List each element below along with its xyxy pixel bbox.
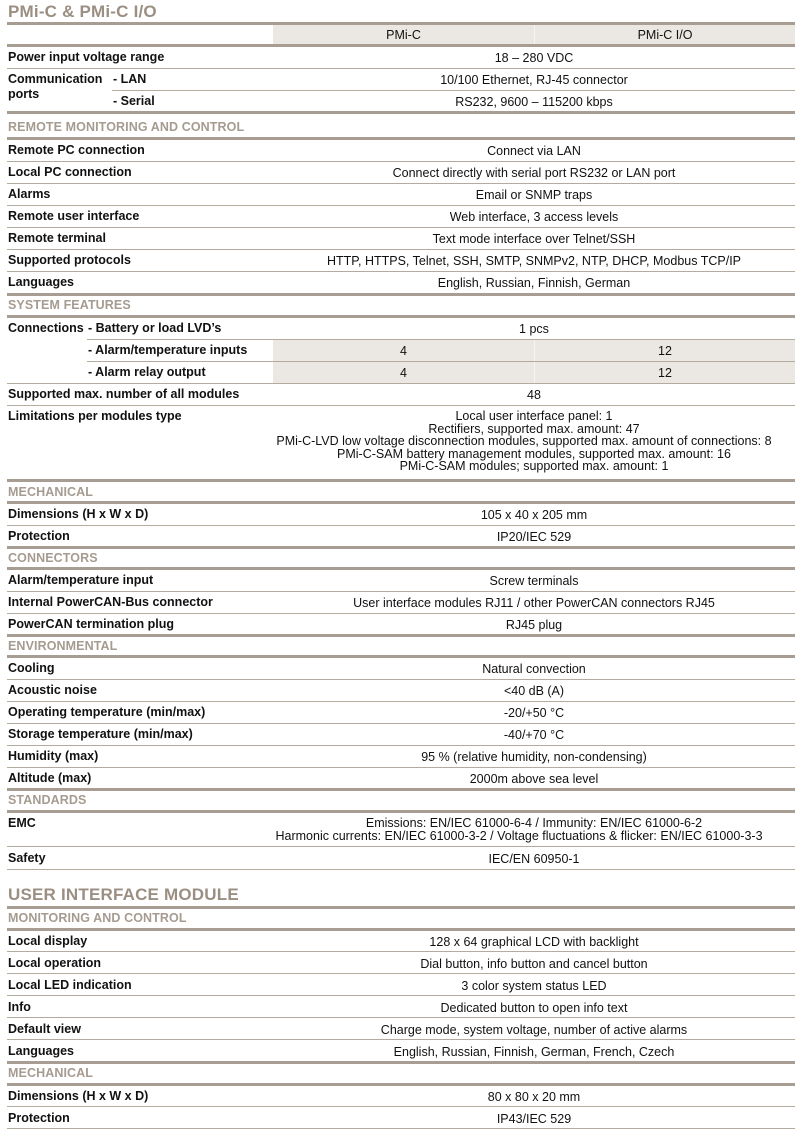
comm-serial-value: RS232, 9600 – 115200 kbps (455, 95, 613, 109)
row-label: Info (8, 1000, 31, 1014)
row-value: Charge mode, system voltage, number of active alarms (380, 1023, 688, 1037)
row-value: RJ45 plug (505, 618, 563, 632)
protection-value: IP20/IEC 529 (496, 530, 572, 544)
divider (7, 44, 795, 47)
row-line (7, 68, 795, 69)
limitation-line: PMi-C-LVD low voltage disconnection modules, supported max. amount of connections: 8 (276, 434, 772, 448)
row-line (7, 973, 795, 974)
row-label: Supported protocols (8, 253, 131, 267)
row-line (7, 869, 795, 870)
row-value: Natural convection (482, 662, 586, 676)
divider (7, 655, 795, 658)
connections-label: Connections (8, 321, 84, 335)
limitations-label: Limitations per modules type (8, 409, 182, 423)
row-line (112, 90, 795, 91)
row-label: Local PC connection (8, 165, 132, 179)
row-label: Cooling (8, 661, 55, 675)
limitation-line: Local user interface panel: 1 (455, 409, 613, 423)
row-value: 2000m above sea level (469, 772, 599, 786)
emc-line: Emissions: EN/IEC 61000-6-4 / Immunity: EN/IEC 61000-6-2 (365, 816, 703, 830)
emc-label: EMC (8, 816, 36, 830)
safety-label: Safety (8, 851, 46, 865)
section-environmental: ENVIRONMENTAL (8, 639, 118, 653)
row-line (7, 1106, 795, 1107)
divider (7, 906, 795, 909)
row-line (7, 1128, 795, 1129)
row-line (7, 1039, 795, 1040)
row-line (7, 183, 795, 184)
section-standards: STANDARDS (8, 793, 87, 807)
row-line (7, 1017, 795, 1018)
row-label: Languages (8, 275, 74, 289)
section-monitoring-control: MONITORING AND CONTROL (8, 911, 187, 925)
row-value: Screw terminals (489, 574, 579, 588)
section-mechanical: MECHANICAL (8, 485, 94, 499)
divider (7, 501, 795, 504)
row-label: Storage temperature (min/max) (8, 727, 193, 741)
row-line (7, 723, 795, 724)
divider (7, 546, 795, 549)
row-value: English, Russian, Finnish, German, French, Czech (393, 1045, 675, 1059)
row-line (7, 846, 795, 847)
alarm-relay-pmic: 4 (400, 366, 407, 380)
comm-lan-value: 10/100 Ethernet, RJ-45 connector (440, 73, 628, 87)
column-header-pmic-io: PMi-C I/O (637, 28, 693, 42)
row-line (7, 405, 795, 406)
divider (7, 293, 795, 296)
row-value: 95 % (relative humidity, non-condensing) (421, 750, 647, 764)
divider (7, 315, 795, 318)
alarm-inputs-pmic-io: 12 (658, 344, 672, 358)
row-line (7, 271, 795, 272)
row-label: Internal PowerCAN-Bus connector (8, 595, 213, 609)
max-modules-value: 48 (527, 388, 541, 402)
battery-lvd-label: - Battery or load LVD’s (88, 321, 222, 335)
divider (7, 111, 795, 114)
row-label: Dimensions (H x W x D) (8, 1089, 149, 1103)
row-label: Remote PC connection (8, 143, 145, 157)
row-value: Dedicated button to open info text (440, 1001, 628, 1015)
max-modules-label: Supported max. number of all modules (8, 387, 240, 401)
comm-ports-label: Communication ports (8, 72, 103, 101)
section-uim-mechanical: MECHANICAL (8, 1066, 94, 1080)
row-value: -20/+50 °C (503, 706, 565, 720)
row-line (7, 249, 795, 250)
row-label: Alarm/temperature input (8, 573, 154, 587)
row-line (7, 591, 795, 592)
limitation-line: PMi-C-SAM battery management modules, supported max. amount: 16 (337, 446, 731, 461)
row-label: Humidity (max) (8, 749, 99, 763)
row-label: Protection (8, 1111, 70, 1125)
row-value: 128 x 64 graphical LCD with backlight (429, 935, 639, 949)
row-label: Remote terminal (8, 231, 106, 245)
row-label: Alarms (8, 187, 51, 201)
divider (7, 1061, 795, 1064)
comm-lan-label: - LAN (113, 72, 147, 86)
row-line (7, 679, 795, 680)
row-label: Remote user interface (8, 209, 140, 223)
power-input-label: Power input voltage range (8, 50, 165, 64)
limitations-values (273, 410, 795, 473)
row-value: Connect via LAN (487, 144, 581, 158)
column-header-pmic: PMi-C (386, 28, 421, 42)
row-line (7, 701, 795, 702)
row-value: Connect directly with serial port RS232 or LAN port (392, 166, 676, 180)
limitation-line: Rectifiers, supported max. amount: 47 (428, 421, 640, 436)
section-title-uim: USER INTERFACE MODULE (8, 885, 239, 904)
protection-label: Protection (8, 529, 70, 543)
divider (7, 788, 795, 791)
row-value: English, Russian, Finnish, German (437, 276, 631, 290)
comm-serial-label: - Serial (113, 94, 155, 108)
alarm-inputs-pmic: 4 (400, 344, 407, 358)
row-line (7, 745, 795, 746)
row-line (7, 227, 795, 228)
divider (7, 1083, 795, 1086)
limitation-line: PMi-C-SAM modules; supported max. amount: 1 (399, 459, 669, 473)
row-label: Default view (8, 1022, 81, 1036)
section-connectors: CONNECTORS (8, 551, 98, 565)
row-value: Web interface, 3 access levels (449, 210, 619, 224)
row-label: Acoustic noise (8, 683, 97, 697)
divider (7, 479, 795, 482)
row-line (7, 205, 795, 206)
row-value: <40 dB (A) (503, 684, 565, 698)
row-value: Dial button, info button and cancel button (420, 957, 648, 971)
row-line (87, 361, 795, 362)
row-label: PowerCAN termination plug (8, 617, 174, 631)
divider (7, 634, 795, 637)
section-remote-monitoring: REMOTE MONITORING AND CONTROL (8, 120, 245, 134)
row-value: User interface modules RJ11 / other PowerCAN connectors RJ45 (353, 596, 715, 610)
row-value: 80 x 80 x 20 mm (487, 1090, 581, 1104)
row-line (7, 951, 795, 952)
divider (7, 810, 795, 813)
row-label: Local LED indication (8, 978, 132, 992)
battery-lvd-value: 1 pcs (519, 322, 549, 336)
divider (7, 928, 795, 931)
row-value: HTTP, HTTPS, Telnet, SSH, SMTP, SNMPv2, NTP, DHCP, Modbus TCP/IP (326, 254, 742, 268)
row-line (7, 383, 795, 384)
divider (7, 137, 795, 140)
row-line (7, 767, 795, 768)
row-value: IP43/IEC 529 (496, 1112, 572, 1126)
row-line (7, 613, 795, 614)
section-title-pmic: PMi-C & PMi-C I/O (8, 2, 157, 21)
alarm-relay-label: - Alarm relay output (88, 365, 206, 379)
row-value: Email or SNMP traps (475, 188, 593, 202)
row-value: Text mode interface over Telnet/SSH (432, 232, 636, 246)
divider (7, 567, 795, 570)
row-label: Operating temperature (min/max) (8, 705, 206, 719)
row-value: 3 color system status LED (461, 979, 607, 993)
row-label: Local display (8, 934, 88, 948)
emc-values (273, 817, 795, 843)
row-line (7, 525, 795, 526)
row-label: Languages (8, 1044, 74, 1058)
power-input-value: 18 – 280 VDC (494, 51, 574, 65)
alarm-relay-pmic-io: 12 (658, 366, 672, 380)
safety-value: IEC/EN 60950-1 (488, 852, 580, 866)
row-line (7, 995, 795, 996)
row-line (7, 161, 795, 162)
row-value: -40/+70 °C (503, 728, 565, 742)
row-label: Local operation (8, 956, 102, 970)
section-system-features: SYSTEM FEATURES (8, 298, 131, 312)
dimensions-label: Dimensions (H x W x D) (8, 507, 149, 521)
dimensions-value: 105 x 40 x 205 mm (480, 508, 588, 522)
emc-line: Harmonic currents: EN/IEC 61000-3-2 / Voltage fluctuations & flicker: EN/IEC 61000-3-3 (275, 829, 763, 843)
alarm-inputs-label: - Alarm/temperature inputs (88, 343, 248, 357)
row-label: Altitude (max) (8, 771, 92, 785)
